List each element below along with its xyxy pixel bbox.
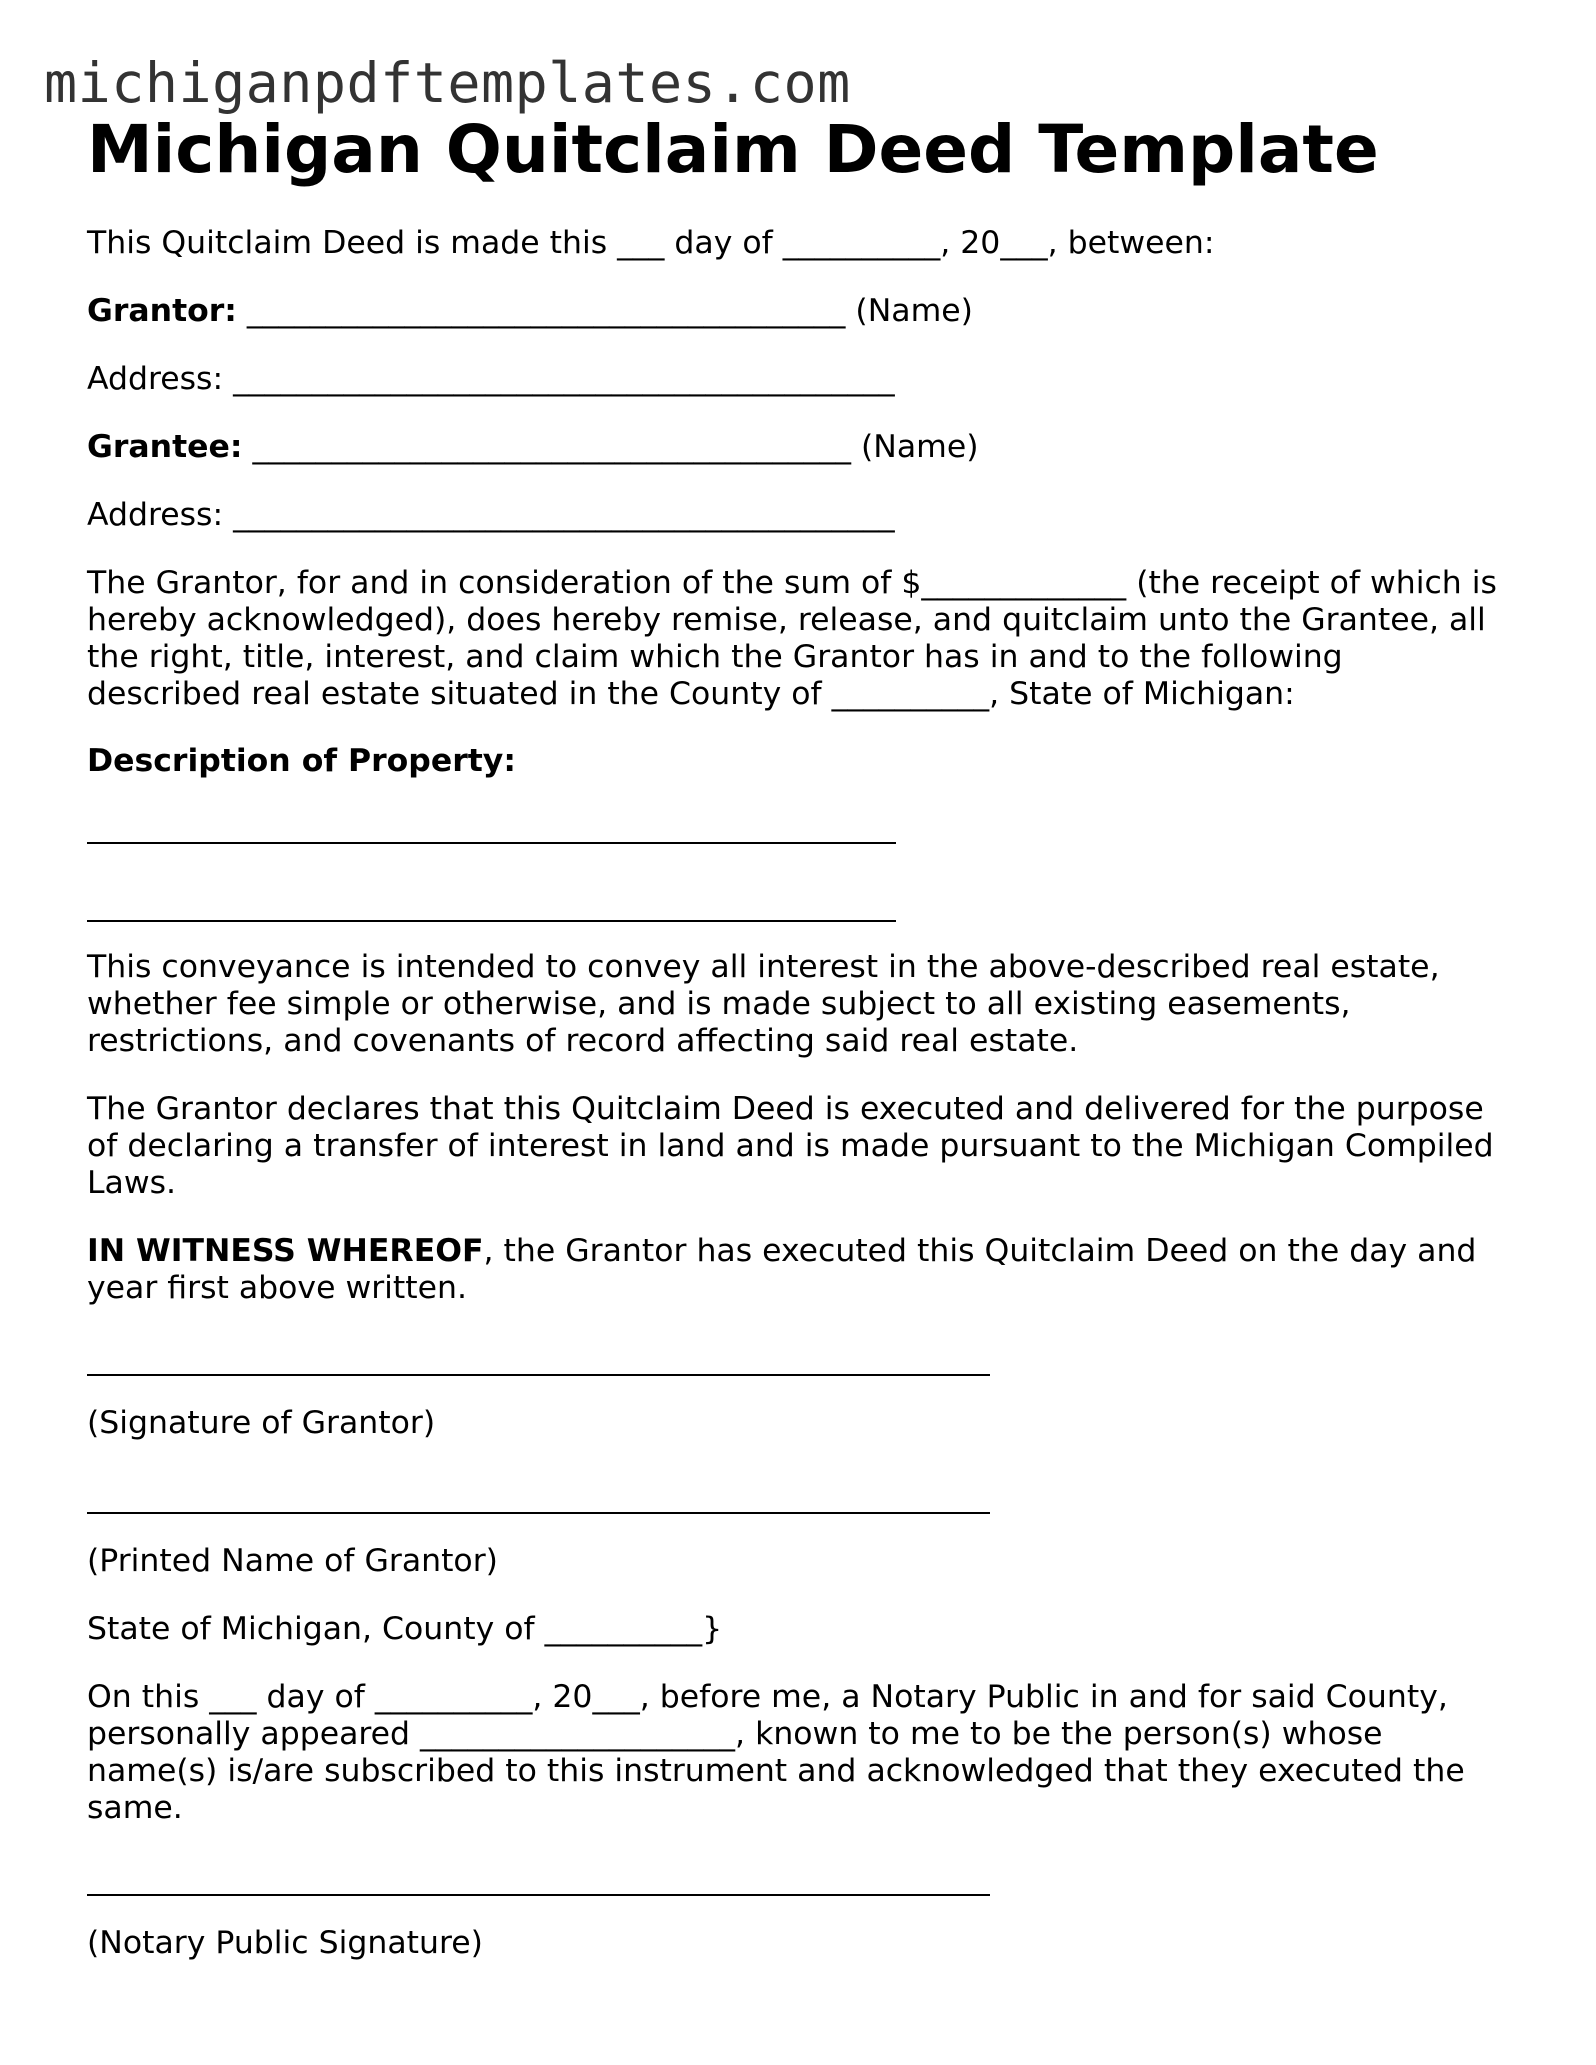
- intro-line: This Quitclaim Deed is made this ___ day of __________, 20___, between:: [87, 225, 1215, 261]
- grantee-label: Grantee:: [87, 429, 243, 465]
- printed-name-label: (Printed Name of Grantor): [87, 1543, 498, 1579]
- notary-signature-line: [87, 1894, 990, 1896]
- notary-paragraph: On this ___ day of __________, 20___, before me, a Notary Public in and for said County, personally appeared ____________________, known to me to be the person(s) whose name(s) is/are subscribed to this instrument and acknowledged that they executed the same.: [87, 1679, 1465, 1826]
- grantor-name-field: ______________________________________ (Name): [236, 293, 973, 329]
- state-county-line: State of Michigan, County of __________}: [87, 1611, 723, 1647]
- description-line-1: [87, 842, 896, 844]
- conveyance-paragraph: This conveyance is intended to convey all interest in the above-described real estate, whether fee simple or otherwise, and is made subject to all existing easements, restrictions, and covenants of record affecting said real estate.: [87, 949, 1440, 1059]
- grantor-address-line: Address: __________________________________________: [87, 361, 895, 397]
- grantee-address-line: Address: __________________________________________: [87, 497, 895, 533]
- grantor-label: Grantor:: [87, 293, 237, 329]
- grantor-line: [87, 293, 973, 330]
- consideration-paragraph: The Grantor, for and in consideration of the sum of $_____________ (the receipt of which is hereby acknowledged), does hereby remise, release, and quitclaim unto the Grantee, all the right, title, interest, and claim which the Grantor has in and to the following described real estate situated in the County of __________, State of Michigan:: [87, 565, 1497, 712]
- description-line-2: [87, 920, 896, 922]
- signature-label: (Signature of Grantor): [87, 1405, 436, 1441]
- description-heading: Description of Property:: [87, 743, 516, 779]
- witness-heading: IN WITNESS WHEREOF: [87, 1233, 484, 1269]
- witness-text: , the Grantor has executed this Quitclaim Deed on the day and year first above written.: [87, 1233, 1477, 1306]
- grantee-name-field: ______________________________________ (Name): [242, 429, 979, 465]
- witness-paragraph: [87, 1233, 1497, 1307]
- printed-name-line: [87, 1512, 990, 1514]
- watermark: michiganpdftemplates.com: [44, 51, 851, 115]
- notary-signature-label: (Notary Public Signature): [87, 1925, 483, 1961]
- grantee-line: [87, 429, 979, 466]
- page-title: Michigan Quitclaim Deed Template: [87, 111, 1379, 188]
- grantor-signature-line: [87, 1374, 990, 1376]
- declaration-paragraph: The Grantor declares that this Quitclaim Deed is executed and delivered for the purpose of declaring a transfer of interest in land and is made pursuant to the Michigan Compiled Laws.: [87, 1091, 1494, 1201]
